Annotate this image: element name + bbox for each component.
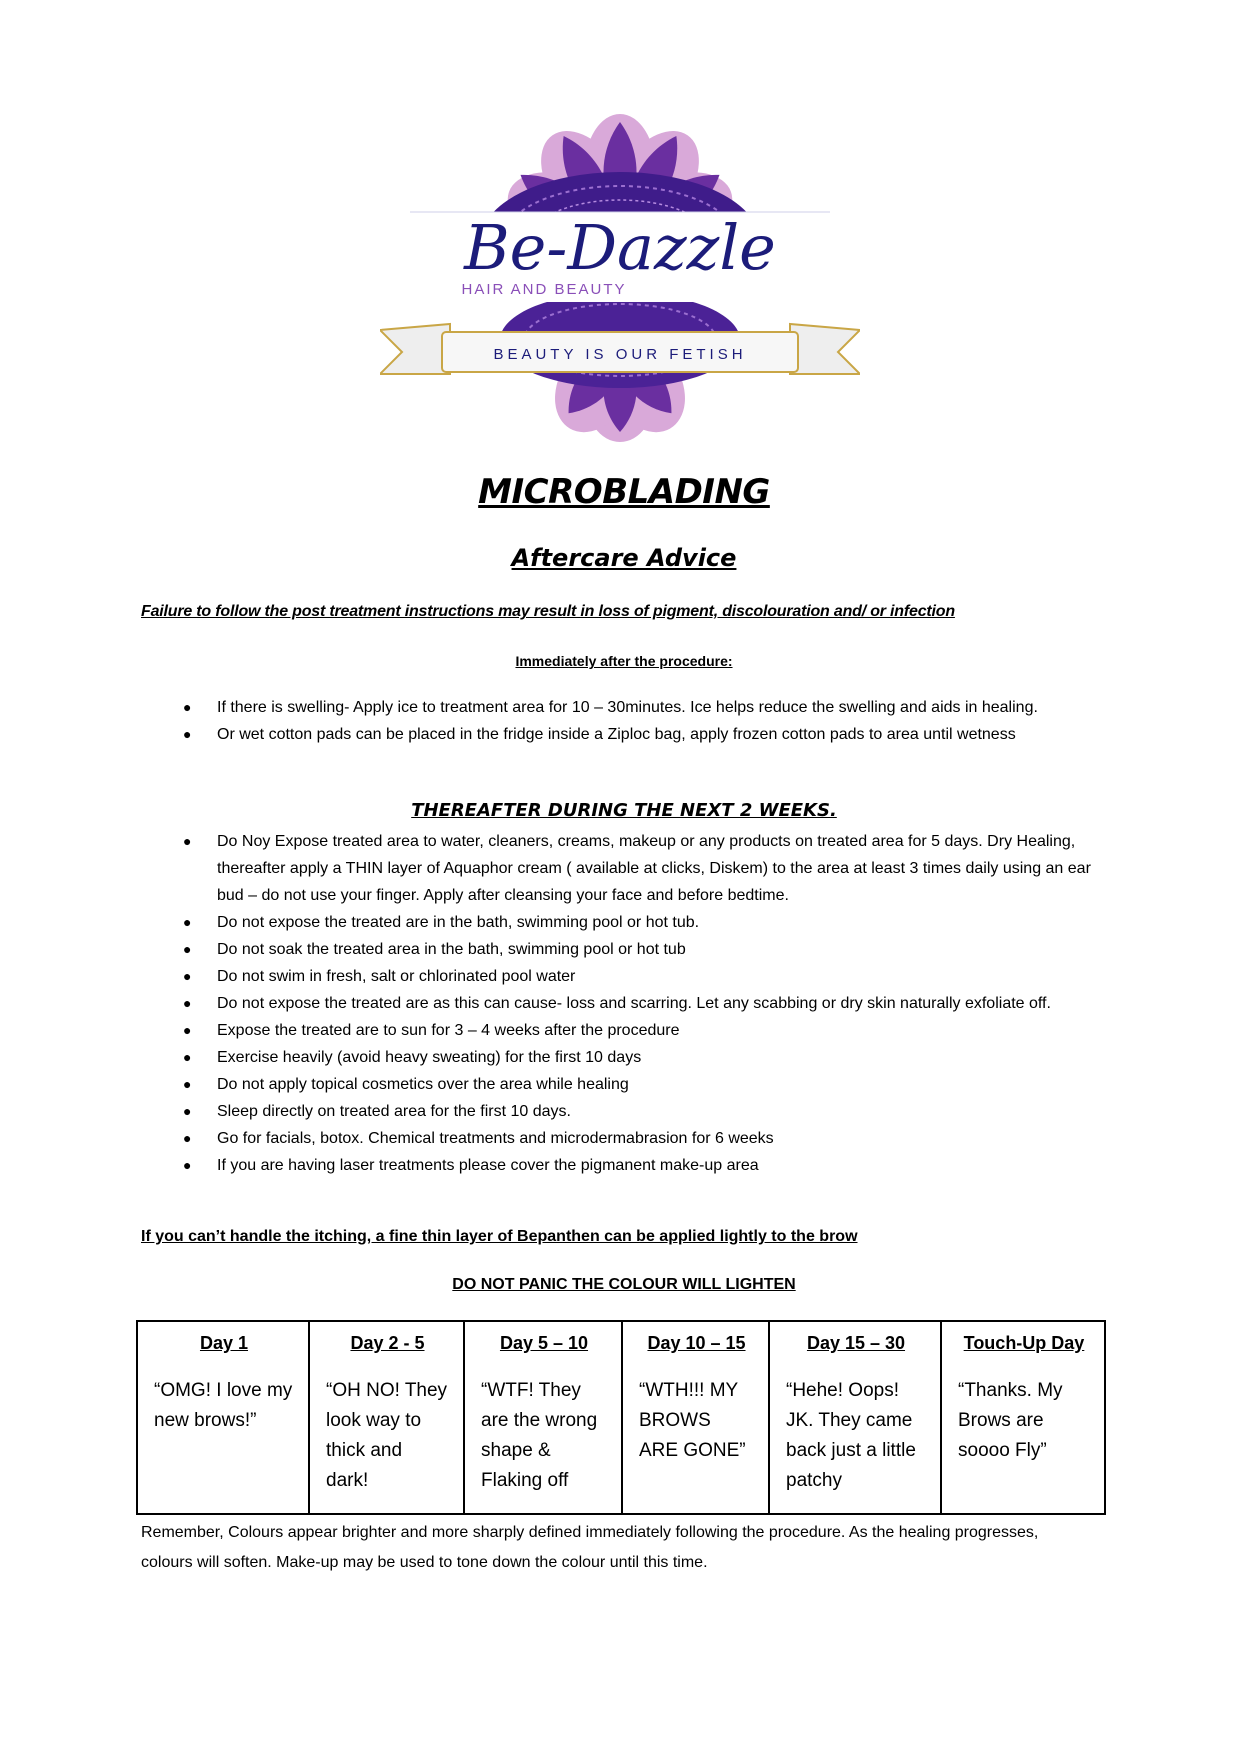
logo-sub-text: HAIR AND BEAUTY [461,281,627,298]
bullet-icon: ● [183,914,192,930]
timeline-day: Day 1 [199,1333,249,1353]
logo-brand-text: Be-Dazzle [464,211,776,284]
timeline-day: Touch-Up Day [963,1333,1085,1353]
list-item: ● Do not expose the treated are as this can cause- loss and scarring. Let any scabbing or dry skin naturally exfoliate off. [0,990,1248,1017]
immediate-list [0,694,1248,748]
timeline-day: Day 15 – 30 [806,1333,906,1353]
bullet-icon: ● [183,726,192,742]
logo-tagline: BEAUTY IS OUR FETISH [493,346,747,363]
thereafter-list [0,828,1248,1179]
page-title: MICROBLADING [478,472,770,512]
list-item: ● Do Noy Expose treated area to water, cleaners, creams, makeup or any products on treated area for 5 days. Dry Healing, thereafter apply a THIN layer of Aquaphor cream ( available at clicks, Diskem) to the area at least 3 times daily using an ear bud – do not use your finger. Apply after cleansing your face and before bedtime. [0,828,1248,909]
bullet-icon: ● [183,1157,192,1173]
be-dazzle-logo [380,112,860,452]
panic-note: DO NOT PANIC THE COLOUR WILL LIGHTEN [452,1276,796,1293]
bullet-icon: ● [183,699,192,715]
timeline-cell [464,1321,622,1514]
bullet-icon: ● [183,1130,192,1146]
list-item: ● If you are having laser treatments please cover the pigmanent make-up area [0,1152,1248,1179]
list-item: ● Do not soak the treated area in the bath, swimming pool or hot tub [0,936,1248,963]
bullet-icon: ● [183,1049,192,1065]
timeline-quote: “OMG! I love my new brows!” [154,1380,293,1431]
list-item: ● Exercise heavily (avoid heavy sweating) for the first 10 days [0,1044,1248,1071]
timeline-day: Day 10 – 15 [647,1333,746,1353]
timeline-quote: “Hehe! Oops! JK. They came back just a little patchy [786,1380,916,1491]
timeline-cell [137,1321,309,1514]
bullet-icon: ● [183,833,192,849]
list-item: ● Go for facials, botox. Chemical treatments and microdermabrasion for 6 weeks [0,1125,1248,1152]
warning-note: Failure to follow the post treatment instructions may result in loss of pigment, discolouration and/ or infection [141,603,955,620]
healing-timeline-table [136,1320,1106,1515]
timeline-cell [941,1321,1105,1514]
bullet-icon: ● [183,1076,192,1092]
bullet-icon: ● [183,1103,192,1119]
list-item: ● Do not swim in fresh, salt or chlorinated pool water [0,963,1248,990]
timeline-quote: “WTH!!! MY BROWS ARE GONE” [639,1380,746,1461]
timeline-cell [769,1321,941,1514]
timeline-quote: “WTF! They are the wrong shape & Flaking off [481,1380,598,1491]
list-item: ● Or wet cotton pads can be placed in the fridge inside a Ziploc bag, apply frozen cotton pads to area until wetness [0,721,1248,748]
timeline-day: Day 5 – 10 [499,1333,589,1353]
bullet-icon: ● [183,995,192,1011]
bullet-icon: ● [183,1022,192,1038]
list-item: ● If there is swelling- Apply ice to treatment area for 10 – 30minutes. Ice helps reduce the swelling and aids in healing. [0,694,1248,721]
timeline-cell [309,1321,464,1514]
timeline-quote: “Thanks. My Brows are soooo Fly” [958,1380,1063,1461]
list-item: ● Do not expose the treated are in the bath, swimming pool or hot tub. [0,909,1248,936]
thereafter-heading: THEREAFTER DURING THE NEXT 2 WEEKS. [411,800,837,821]
bullet-icon: ● [183,941,192,957]
list-item: ● Expose the treated are to sun for 3 – 4 weeks after the procedure [0,1017,1248,1044]
timeline-day: Day 2 - 5 [350,1333,425,1353]
list-item: ● Sleep directly on treated area for the first 10 days. [0,1098,1248,1125]
list-item: ● Do not apply topical cosmetics over the area while healing [0,1071,1248,1098]
timeline-cell [622,1321,769,1514]
immediate-heading: Immediately after the procedure: [515,653,733,669]
closing-note: Remember, Colours appear brighter and more sharply defined immediately following the procedure. As the healing progresses, colours will soften. Make-up may be used to tone down the colour until this time. [141,1524,1039,1571]
timeline-quote: “OH NO! They look way to thick and dark! [326,1380,448,1491]
itching-note: If you can’t handle the itching, a fine thin layer of Bepanthen can be applied lightly to the brow [141,1228,858,1245]
bullet-icon: ● [183,968,192,984]
table-row [137,1321,1105,1514]
page-subtitle: Aftercare Advice [511,544,737,572]
